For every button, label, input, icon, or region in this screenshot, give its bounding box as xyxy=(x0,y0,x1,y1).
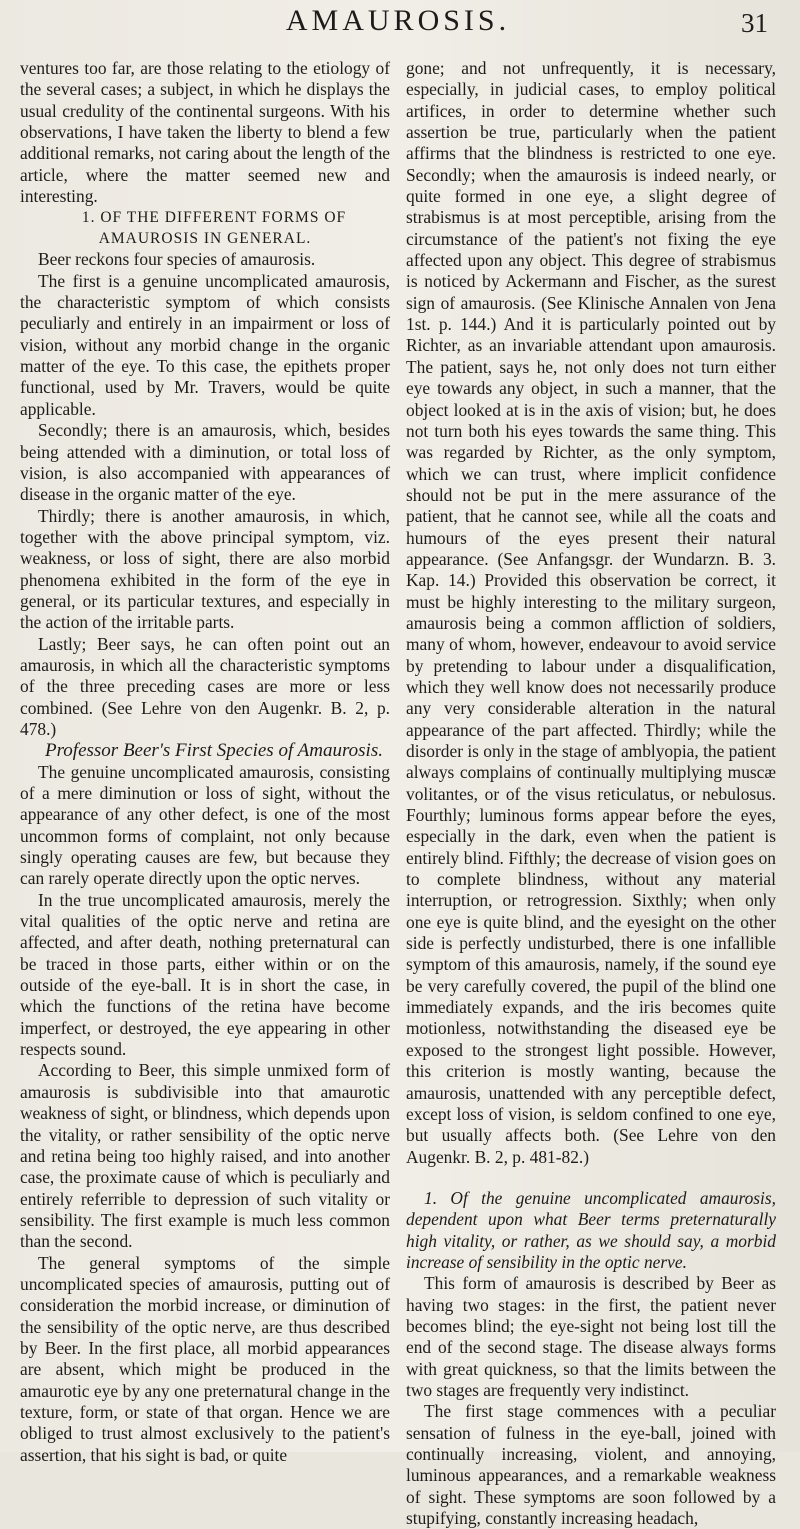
paragraph: Thirdly; there is another amaurosis, in which, together with the above principal symptom, viz. weakness, or loss of sight, there are also morbid phenomena exhibited in the form of the eye in general, or its particular textures, and especially in the action of the irritable parts. xyxy=(20,505,390,633)
paragraph: In the true uncomplicated amaurosis, merely the vital qualities of the optic nerve and retina are affected, and after death, nothing preternatural can be traced in those parts, either within or on the outside of the eye-ball. It is in short the case, in which the functions of the retina have become imperfect, or destroyed, the eye appearing in other respects sound. xyxy=(20,889,390,1060)
paragraph: ventures too far, are those relating to the etiology of the several cases; a subject, in which he displays the usual credulity of the continental surgeons. With his observations, I have taken the liberty to blend a few additional remarks, not caring about the length of the article, where the matter seemed new and interesting. xyxy=(20,58,390,207)
paragraph: The first is a genuine uncomplicated amaurosis, the characteristic symptom of which consists peculiarly and entirely in an impairment or loss of vision, without any morbid change in the organic matter of the eye. To this case, the epithets proper functional, used by Mr. Travers, would be quite applicable. xyxy=(20,270,390,419)
page-header xyxy=(20,0,776,58)
right-column xyxy=(406,58,776,1529)
spacer xyxy=(406,1168,776,1188)
paragraph: gone; and not unfrequently, it is necessary, especially, in judicial cases, to employ political artifices, in order to determine whether such assertion be true, particularly when the patient affirms that the blindness is restricted to one eye. Secondly; when the amaurosis is indeed nearly, or quite formed in one eye, a slight degree of strabismus is at most perceptible, arising from the circumstance of the patient's not fixing the eye affected upon any object. This degree of strabismus is noticed by Ackermann and Fischer, as the surest sign of amaurosis. (See Klinische Annalen von Jena 1st. p. 144.) And it is particularly pointed out by Richter, as an invariable attendant upon amaurosis. The patient, says he, not only does not turn either eye towards any object, in such a manner, that the object looked at is in the axis of vision; but, he does not turn both his eyes towards the same thing. This was regarded by Richter, as the only symptom, which we can trust, where implicit confidence should not be put in the mere assurance of the patient, that he cannot see, while all the coats and humours of the eyes present their natural appearance. (See Anfangsgr. der Wundarzn. B. 3. Kap. 14.) Provided this observation be correct, it must be highly interesting to the military surgeon, amaurosis being a common affliction of soldiers, many of whom, however, endeavour to avoid service by pretending to labour under a disqualification, which they well know does not necessarily produce any very considerable alteration in the natural appearance of the part affected. Thirdly; while the disorder is only in the stage of amblyopia, the patient always complains of continually multiplying muscæ volitantes, or of the visus reticulatus, or nebulosus. Fourthly; luminous forms appear before the eyes, especially in the dark, even when the patient is entirely blind. Fifthly; the decrease of vision goes on to complete blindness, without any material interruption, or retrogression. Sixthly; when only one eye is quite blind, and the eyesight on the other side is perfectly undisturbed, there is one infallible symptom of this amaurosis, namely, if the sound eye be very carefully covered, the pupil of the blind one immediately expands, and the iris becomes quite motionless, notwithstanding the diseased eye be exposed to the strongest light possible. However, this criterion is mostly wanting, because the amaurosis, unattended with any perceptible defect, except loss of vision, is seldom confined to one eye, but usually affects both. (See Lehre von den Augenkr. B. 2, p. 481-82.) xyxy=(406,58,776,1167)
page-number: 31 xyxy=(741,8,768,38)
numbered-heading: 1. Of the genuine uncomplicated amaurosis, dependent upon what Beer terms preternaturally high vitality, or rather, as we should say, a morbid increase of sensibility in the optic nerve. xyxy=(406,1187,776,1272)
running-title: AMAUROSIS. xyxy=(285,4,511,37)
paragraph: The genuine uncomplicated amaurosis, consisting of a mere diminution or loss of sight, without the appearance of any other defect, is one of the most uncommon forms of complaint, not only because singly operating causes are few, but because they can rarely operate directly upon the optic nerves. xyxy=(20,761,390,889)
paragraph: This form of amaurosis is described by Beer as having two stages: in the first, the patient never becomes blind; the eye-sight not being lost till the end of the second stage. The disease always forms with great quickness, so that the limits between the two stages are frequently very indistinct. xyxy=(406,1273,776,1400)
paragraph: Beer reckons four species of amaurosis. xyxy=(38,249,316,270)
paragraph: The first stage commences with a peculiar sensation of fulness in the eye-ball, joined with continually increasing, violent, and annoying, luminous appearances, and a remarkable weakness of sight. These symptoms are soon followed by a stupifying, constantly increasing headach, xyxy=(406,1401,776,1529)
paragraph: The general symptoms of the simple uncomplicated species of amaurosis, putting out of consideration the morbid increase, or diminution of the sensibility of the optic nerve, are thus described by Beer. In the first place, all morbid appearances are absent, which might be produced in the amaurotic eye by any one preternatural change in the texture, form, or state of that organ. Hence we are obliged to trust almost exclusively to the patient's assertion, that his sight is bad, or quite xyxy=(20,1252,390,1465)
section-heading: 1. OF THE DIFFERENT FORMS OF AMAUROSIS IN GENERAL. xyxy=(81,209,347,248)
paragraph: According to Beer, this simple unmixed form of amaurosis is subdivisible into that amaurotic weakness of sight, or blindness, which depends upon the vitality, or rather sensibility of the optic nerve and retina being too highly raised, and into another case, the proximate cause of which is peculiarly and entirely referrible to depression of such vitality or sensibility. The first example is much less common than the second. xyxy=(20,1060,390,1252)
left-column xyxy=(20,58,390,1529)
subsection-heading: Professor Beer's First Species of Amaurosis. xyxy=(45,740,383,762)
paragraph: Secondly; there is an amaurosis, which, besides being attended with a diminution, or total loss of vision, is also accompanied with appearances of disease in the organic matter of the eye. xyxy=(20,420,390,505)
paragraph: Lastly; Beer says, he can often point out an amaurosis, in which all the characteristic symptoms of the three preceding cases are more or less combined. (See Lehre von den Augenkr. B. 2, p. 478.) xyxy=(20,633,390,739)
text-columns xyxy=(20,58,776,1529)
